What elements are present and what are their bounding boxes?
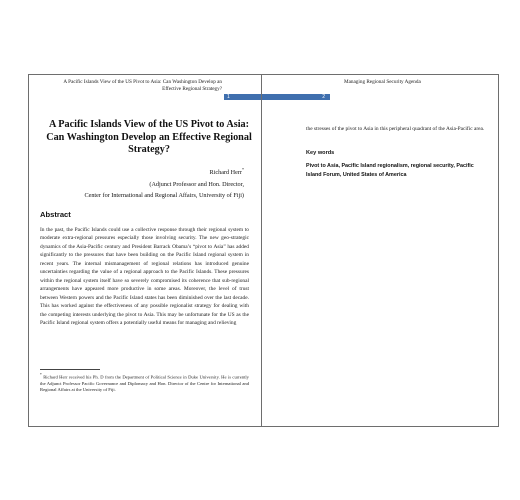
page-number-left: 1	[227, 94, 230, 100]
page-number-right: 2	[322, 94, 325, 100]
footnote-rule	[40, 369, 100, 370]
author-affiliation	[39, 179, 244, 201]
affiliation-line-2: Center for International and Regional Affairs, University of Fiji)	[84, 192, 244, 199]
running-head-left: A Pacific Islands View of the US Pivot to Asia: Can Washington Develop an Effective Regional Strategy?	[63, 79, 222, 92]
abstract-text: In the past, the Pacific Islands could use a collective response through their regional system to moderate extra-regional pressures especially those involving security. The new geo-strategic dynamics of the Asia-Pacific century and President Barrack Obama’s “pivot to Asia” has added significantly to the pressures that have been building on the Pacific Island regional system in recent years. The internal mismanagement of regional relations has introduced genuine uncertainties regarding the value of a regional approach to the Pacific Islands. These pressures within the regional system itself have so severely compromised its coherence that sub-regional arrangements have appeared more productive in some areas. Moreover, the level of trust between Western powers and the Pacific Island states has been diminished over the last decade. This has worked against the effectiveness of any possible regionalist strategy for dealing with the competing interests underlying the pivot to Asia. This may be unfortunate for the US as the Pacific Island regional system offers a potentially useful means for managing and relieving	[40, 227, 249, 326]
keywords-heading: Key words	[306, 150, 335, 156]
footnote-text: Richard Herr received his Ph. D from the Department of Political Science in Duke University. He is currently the Adjunct Professor Pacific Governance and Diplomacy and Hon. Director of the Centre for International and Regional Affairs at the University of Fiji.	[40, 374, 249, 393]
header-band-right	[262, 94, 330, 100]
article-title: A Pacific Islands View of the US Pivot to Asia: Can Washington Develop an Effective Regional Strategy?	[46, 119, 252, 155]
footnote	[40, 372, 249, 393]
keywords-text: Pivot to Asia, Pacific Island regionalism, regional security, Pacific Island Forum, United States of America	[306, 163, 474, 178]
running-head-right: Managing Regional Security Agenda	[344, 79, 421, 85]
author-line	[210, 167, 244, 176]
header-band-left	[224, 94, 261, 100]
author-name: Richard Herr	[209, 169, 242, 177]
continued-abstract-text: the stresses of the pivot to Asia in this peripheral quadrant of the Asia-Pacific area.	[306, 126, 485, 132]
left-page	[29, 75, 261, 426]
abstract-heading: Abstract	[40, 210, 71, 219]
footnote-mark: *	[40, 373, 42, 377]
document-spread	[28, 74, 499, 427]
affiliation-line-1: (Adjunct Professor and Hon. Director,	[149, 181, 244, 188]
author-footnote-mark: *	[242, 167, 244, 172]
right-page	[262, 75, 498, 426]
